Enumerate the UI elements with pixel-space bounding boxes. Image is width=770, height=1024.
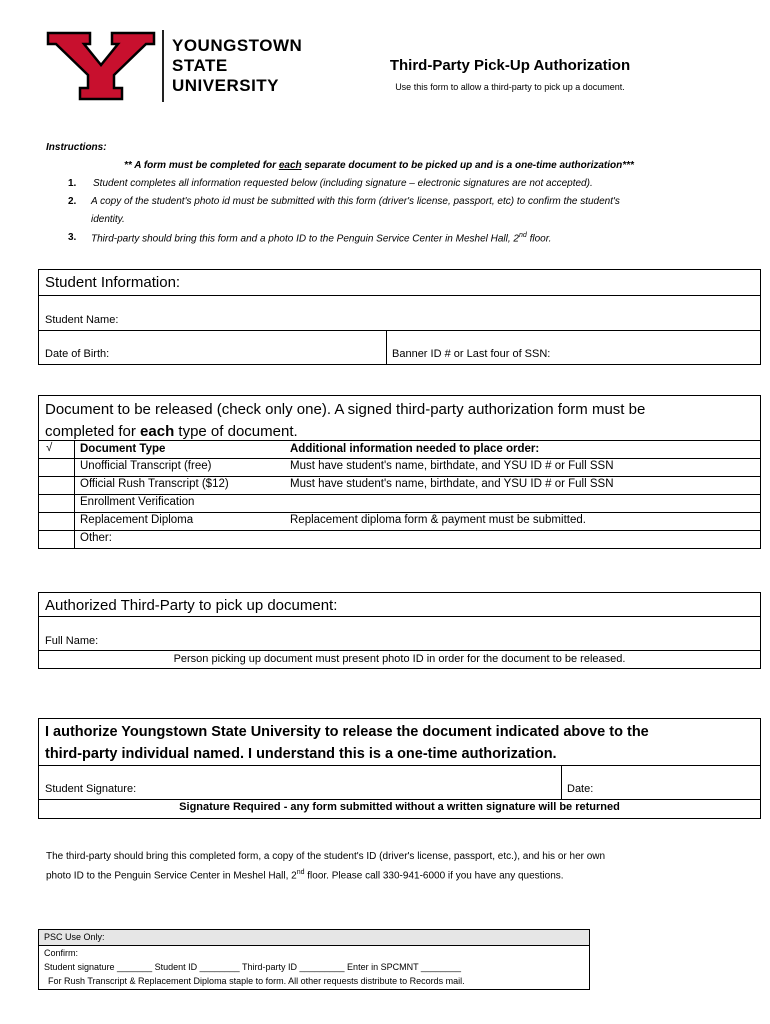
instruction-item-continued: identity.	[91, 214, 125, 225]
dob-label: Date of Birth:	[45, 348, 110, 360]
checkbox-enrollment-verification[interactable]	[39, 495, 73, 512]
divider	[38, 494, 761, 495]
date-label: Date:	[567, 783, 594, 795]
instruction-number: 1.	[68, 178, 77, 189]
psc-confirm: Confirm:	[44, 948, 79, 958]
student-signature-field[interactable]	[155, 770, 555, 798]
divider	[38, 476, 761, 477]
document-type-header: Document Type	[80, 443, 166, 455]
logo-divider	[162, 30, 164, 102]
divider	[386, 330, 387, 365]
checkbox-official-rush-transcript[interactable]	[39, 477, 73, 494]
other-document-field[interactable]	[122, 531, 757, 548]
instructions-label: Instructions:	[46, 142, 107, 153]
student-name-field[interactable]	[130, 305, 755, 329]
psc-footer: For Rush Transcript & Replacement Diploma staple to form. All other requests distribute to Records mail.	[48, 976, 465, 986]
student-signature-label: Student Signature:	[45, 783, 137, 795]
psc-fields: Student signature _______ Student ID ________ Third-party ID _________ Enter in SPCMNT ________	[44, 962, 461, 972]
footer-note-line2: photo ID to the Penguin Service Center in Meshel Hall, 2nd floor. Please call 330-941-6000 if you have any questions.	[46, 869, 564, 882]
divider	[38, 458, 761, 459]
instruction-item: Third-party should bring this form and a photo ID to the Penguin Service Center in Meshel Hall, 2nd floor.	[91, 232, 552, 245]
document-requirement: Must have student's name, birthdate, and YSU ID # or Full SSN	[290, 478, 614, 490]
document-type: Unofficial Transcript (free)	[80, 460, 212, 472]
instruction-item: A copy of the student's photo id must be submitted with this form (driver's license, passport, etc) to confirm the student's	[91, 196, 620, 207]
student-name-label: Student Name:	[45, 314, 119, 326]
document-requirement: Must have student's name, birthdate, and YSU ID # or Full SSN	[290, 460, 614, 472]
divider	[38, 512, 761, 513]
document-type: Replacement Diploma	[80, 514, 194, 526]
authorization-statement: I authorize Youngstown State University to release the document indicated above to the third-party individual named. I understand this is a one-time authorization.	[45, 724, 649, 762]
banner-id-label: Banner ID # or Last four of SSN:	[392, 348, 551, 360]
divider	[561, 765, 562, 799]
divider	[38, 650, 761, 651]
divider	[38, 616, 761, 617]
dob-field[interactable]	[125, 338, 380, 362]
divider	[38, 799, 761, 800]
third-party-title: Authorized Third-Party to pick up document:	[45, 597, 338, 614]
photo-id-note: Person picking up document must present photo ID in order for the document to be released.	[173, 653, 626, 665]
divider	[38, 440, 761, 441]
full-name-field[interactable]	[110, 624, 755, 648]
instruction-item: Student completes all information requested below (including signature – electronic signatures are not accepted).	[93, 178, 593, 189]
student-info-title: Student Information:	[45, 274, 181, 291]
footer-note-line1: The third-party should bring this completed form, a copy of the student's ID (driver's license, passport, etc.), and his or her own	[46, 851, 606, 862]
university-name: YOUNGSTOWN STATE UNIVERSITY	[172, 36, 303, 95]
check-column-header: √	[46, 442, 53, 454]
ysu-logo-icon	[46, 31, 156, 101]
checkbox-unofficial-transcript[interactable]	[39, 459, 73, 476]
document-type: Enrollment Verification	[80, 496, 195, 508]
divider	[38, 945, 590, 946]
divider	[38, 295, 761, 296]
additional-info-header: Additional information needed to place order:	[290, 443, 540, 455]
signature-warning: Signature Required - any form submitted without a written signature will be returned	[179, 801, 620, 813]
divider	[38, 330, 761, 331]
document-type: Official Rush Transcript ($12)	[80, 478, 229, 490]
full-name-label: Full Name:	[45, 635, 99, 647]
form-subtitle: Use this form to allow a third-party to pick up a document.	[395, 82, 625, 92]
psc-header-bg	[39, 930, 589, 945]
date-field[interactable]	[600, 770, 755, 798]
checkbox-replacement-diploma[interactable]	[39, 513, 73, 530]
psc-header: PSC Use Only:	[44, 932, 105, 942]
document-requirement: Replacement diploma form & payment must be submitted.	[290, 514, 586, 526]
document-title: Document to be released (check only one). A signed third-party authorization form must be completed for each type of document.	[45, 401, 646, 440]
form-title: Third-Party Pick-Up Authorization	[389, 57, 631, 74]
instruction-number: 2.	[68, 196, 77, 207]
document-type: Other:	[80, 532, 112, 544]
divider	[38, 765, 761, 766]
checkbox-other[interactable]	[39, 531, 73, 548]
instructions-notice: ** A form must be completed for each separate document to be picked up and is a one-time authorization***	[124, 160, 634, 171]
banner-id-field[interactable]	[572, 338, 757, 362]
instruction-number: 3.	[68, 232, 77, 243]
